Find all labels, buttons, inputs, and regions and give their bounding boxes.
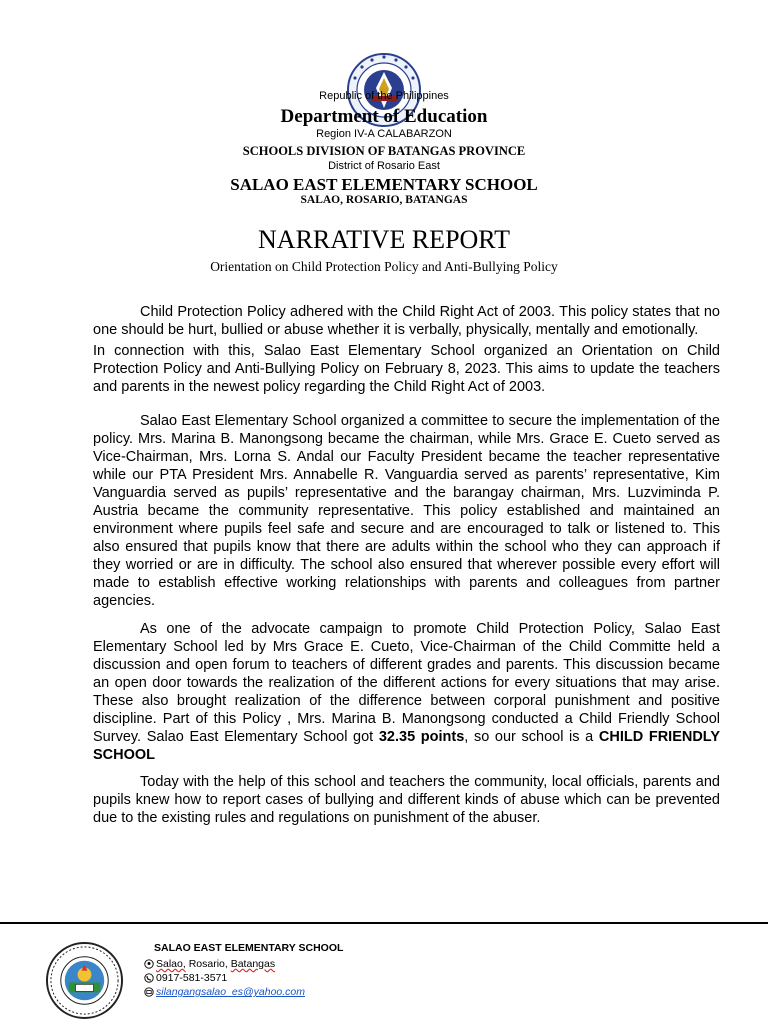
school-name: SALAO EAST ELEMENTARY SCHOOL xyxy=(230,175,538,194)
footer-contact xyxy=(144,941,343,999)
division-line: SCHOOLS DIVISION OF BATANGAS PROVINCE xyxy=(242,144,526,158)
phone-number: 0917-581-3571 xyxy=(156,972,228,984)
footer-school-name: SALAO EAST ELEMENTARY SCHOOL xyxy=(154,942,344,954)
location-pin-icon xyxy=(144,959,154,969)
report-body xyxy=(93,303,720,827)
school-address: SALAO, ROSARIO, BATANGAS xyxy=(300,194,468,206)
phone-icon xyxy=(144,973,154,983)
paragraph-1: Child Protection Policy adhered with the Child Right Act of 2003. This policy states that no one should be hurt, bullied or abuse whether it is verbally, physically, mentally and emotionally. xyxy=(93,304,720,338)
footer-divider xyxy=(0,922,768,924)
school-logo-icon xyxy=(45,941,124,1020)
footer-address xyxy=(144,957,343,971)
district-line: District of Rosario East xyxy=(328,160,440,172)
email-link[interactable]: silangangsalao_es@yahoo.com xyxy=(156,986,306,998)
paragraph-2: In connection with this, Salao East Elementary School organized an Orientation on Child Protection Policy and Anti-Bullying Policy on February 8, 2023. This aims to update the teachers and parents in the newest policy regarding the Child Right Act of 2003. xyxy=(93,343,720,395)
paragraph-4-text: As one of the advocate campaign to promote Child Protection Policy, Salao East Elementary School led by Mrs Grace E. Cueto, Vice-Chairman of the Child Committe held a discussion and open forum to teachers of different grades and parents. This discussion became an open door towards the realization of the different actions for every situations that may arise. These also brought realization of the difference between corporal punishment and positive discipline. Part of this Policy , Mrs. Marina B. Manongsong conducted a Child Friendly School Survey. Salao East Elementary School got xyxy=(93,621,720,745)
address-part-2: Rosario, xyxy=(185,958,231,970)
paragraph-4 xyxy=(93,620,720,764)
address-part-1: Salao, xyxy=(156,958,186,970)
department-title: Department of Education xyxy=(280,106,488,127)
survey-points: 32.35 points xyxy=(378,729,465,745)
report-title: NARRATIVE REPORT xyxy=(258,225,510,254)
region-line: Region IV-A CALABARZON xyxy=(316,128,452,140)
school-status: CHILD FRIENDLY SCHOOL xyxy=(93,729,721,763)
paragraph-4-text-b: , so our school is a xyxy=(464,729,599,745)
address-part-3: Batangas xyxy=(230,958,276,970)
report-subtitle: Orientation on Child Protection Policy and Anti-Bullying Policy xyxy=(210,259,558,274)
paragraph-5: Today with the help of this school and teachers the community, local officials, parents and pupils knew how to report cases of bullying and different kinds of abuse which can be prevented due to the existing rules and regulations on punishment of the abuser. xyxy=(93,774,720,826)
email-icon xyxy=(144,987,154,997)
republic-line: Republic of the Philippines xyxy=(319,90,449,102)
paragraph-3: Salao East Elementary School organized a committee to secure the implementation of the policy. Mrs. Marina B. Manongsong became the chairman, while Mrs. Grace E. Cueto served as Vice-Chairman, Mrs. Lorna S. Andal our Faculty President became the teacher representative while our PTA President Mrs. Annabelle R. Vanguardia served as parents’ representative, Kim Vanguardia served as pupils’ representative and the barangay chairman, Mrs. Luzviminda P. Austria became the community representative. This policy established and maintained an environment where pupils feel safe and secure and are encouraged to talk or listened to. This also ensured that pupils know that there are adults within the school who they can approach if they worried or are in difficulty. The school also ensured that wherever possible every effort will made to establish effective working relationships with parents and colleagues from partner agencies. xyxy=(93,413,720,609)
footer-email xyxy=(144,985,343,999)
footer-phone xyxy=(144,971,343,985)
